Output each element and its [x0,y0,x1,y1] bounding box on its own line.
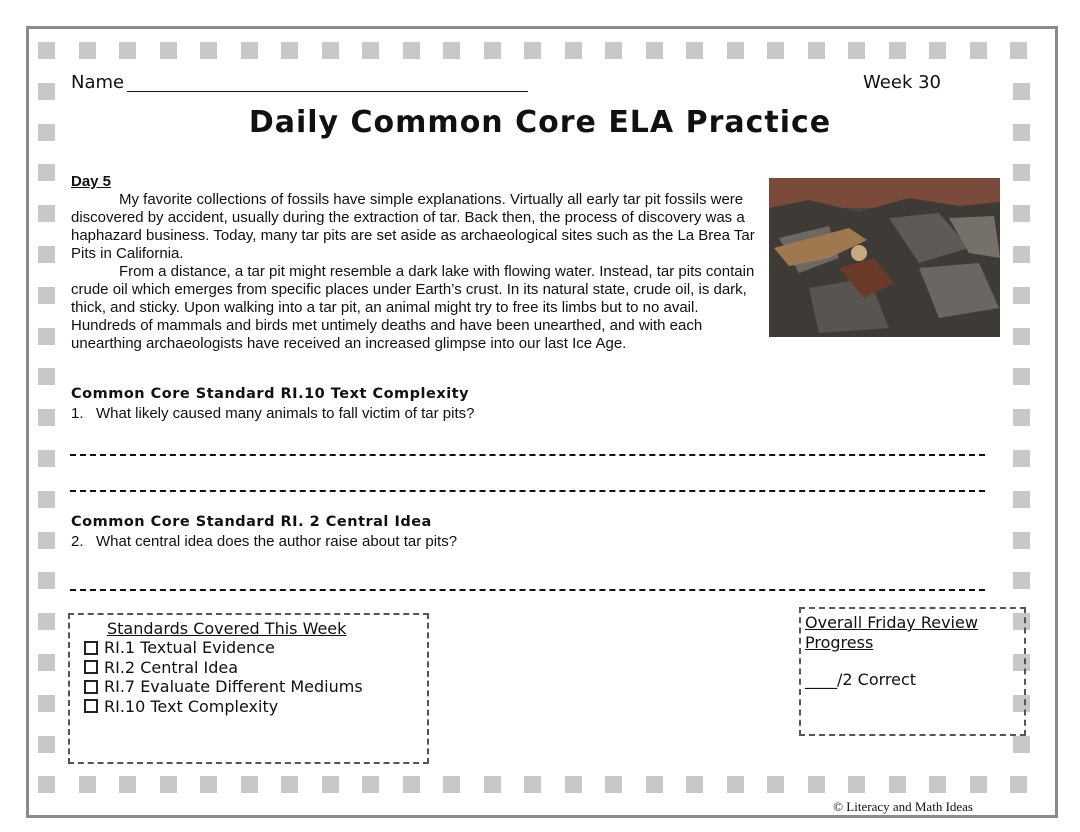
border-square [727,42,744,59]
friday-review-box [799,607,1026,736]
border-square [524,42,541,59]
border-square [200,42,217,59]
border-square [808,42,825,59]
standard-item [84,697,363,717]
border-square [565,776,582,793]
border-square [362,42,379,59]
border-square [38,164,55,181]
border-square [686,42,703,59]
border-square [38,572,55,589]
border-square [767,42,784,59]
border-square [403,776,420,793]
border-square [970,42,987,59]
border-square [119,42,136,59]
border-square [686,776,703,793]
standard-item [84,638,363,658]
border-square [38,654,55,671]
tar-pit-photo [769,178,1000,337]
border-square [200,776,217,793]
standard-heading-2: Common Core Standard RI. 2 Central Idea [71,514,432,530]
border-square [1013,328,1030,345]
border-square [443,776,460,793]
border-square [322,42,339,59]
border-square [160,42,177,59]
copyright-notice: © Literacy and Math Ideas [833,799,973,814]
border-square [38,409,55,426]
border-square [484,42,501,59]
standard-item-label: RI.2 Central Idea [104,657,239,677]
standard-item [84,658,363,678]
border-square [38,736,55,753]
border-square [38,328,55,345]
border-square [767,776,784,793]
border-square [929,776,946,793]
border-square [1013,287,1030,304]
border-square [38,613,55,630]
question-1 [71,405,474,422]
border-square [605,42,622,59]
question-2-number: 2. [71,533,84,550]
border-square [929,42,946,59]
reading-passage [71,173,766,353]
day-label: Day 5 [71,173,112,190]
standard-item-label: RI.10 Text Complexity [104,696,279,716]
border-square [565,42,582,59]
answer-line-1b[interactable] [70,490,985,492]
border-square [524,776,541,793]
border-square [38,491,55,508]
border-square [38,205,55,222]
border-square [241,42,258,59]
checkbox[interactable] [84,699,98,713]
border-square [38,776,55,793]
review-box-title: Overall Friday Review Progress [805,613,978,652]
checkbox[interactable] [84,660,98,674]
border-square [38,450,55,467]
question-2-text: What central idea does the author raise about tar pits? [96,533,458,550]
border-square [484,776,501,793]
review-score: ____/2 Correct [805,670,917,689]
border-square [1013,164,1030,181]
question-1-number: 1. [71,405,84,422]
border-square [443,42,460,59]
border-square [1013,368,1030,385]
border-square [241,776,258,793]
border-square [889,776,906,793]
checkbox[interactable] [84,680,98,694]
page-title: Daily Common Core ELA Practice [248,105,832,140]
checkbox[interactable] [84,641,98,655]
border-square [1013,572,1030,589]
border-square [605,776,622,793]
name-blank-line[interactable] [127,91,528,92]
border-square [79,776,96,793]
border-square [38,287,55,304]
border-square [1013,532,1030,549]
border-square [808,776,825,793]
border-square [79,42,96,59]
border-square [1013,246,1030,263]
border-square [646,776,663,793]
border-square [281,42,298,59]
standard-item-label: RI.7 Evaluate Different Mediums [104,677,363,697]
standard-heading-1: Common Core Standard RI.10 Text Complexity [71,386,470,402]
answer-line-2[interactable] [70,589,985,591]
standard-item [84,677,363,697]
border-square [646,42,663,59]
border-square [1010,42,1027,59]
border-square [1013,736,1030,753]
border-square [889,42,906,59]
question-1-text: What likely caused many animals to fall victim of tar pits? [96,405,475,422]
border-square [322,776,339,793]
border-square [38,695,55,712]
border-square [970,776,987,793]
border-square [1010,776,1027,793]
standard-item-label: RI.1 Textual Evidence [104,638,275,658]
passage-paragraph-2: From a distance, a tar pit might resemble a dark lake with flowing water. Instead, tar pits contain crude oil which emerges from specific places under Earth’s crust. In its natural state, crude oil, is dark, thick, and sticky. Upon walking into a tar pit, an animal might try to free its limbs but to no avail. Hundreds of mammals and birds met untimely deaths and have been unearthed, and with each unearthing archaeologists have received an increased glimpse into our last Ice Age. [71,263,755,352]
border-square [1013,205,1030,222]
border-square [1013,491,1030,508]
standards-box-title: Standards Covered This Week [107,619,347,638]
week-label: Week 30 [863,72,941,93]
name-label: Name [71,72,125,93]
border-square [38,532,55,549]
border-square [38,83,55,100]
border-square [38,42,55,59]
border-square [362,776,379,793]
passage-paragraph-1: My favorite collections of fossils have simple explanations. Virtually all early tar pit fossils were discovered by accident, usually during the extraction of tar. Back then, the process of discovery was a haphazard business. Today, many tar pits are set aside as archaeological sites such as the La Brea Tar Pits in California. [71,191,755,262]
border-square [403,42,420,59]
name-row [71,72,941,96]
border-square [848,776,865,793]
standards-list [84,638,363,716]
border-square [727,776,744,793]
answer-line-1a[interactable] [70,454,985,456]
border-square [160,776,177,793]
border-square [119,776,136,793]
question-2 [71,533,457,550]
standards-covered-box [68,613,429,764]
border-square [848,42,865,59]
border-square [1013,409,1030,426]
border-square [38,368,55,385]
border-square [281,776,298,793]
border-square [1013,450,1030,467]
border-square [1013,83,1030,100]
border-square [38,246,55,263]
